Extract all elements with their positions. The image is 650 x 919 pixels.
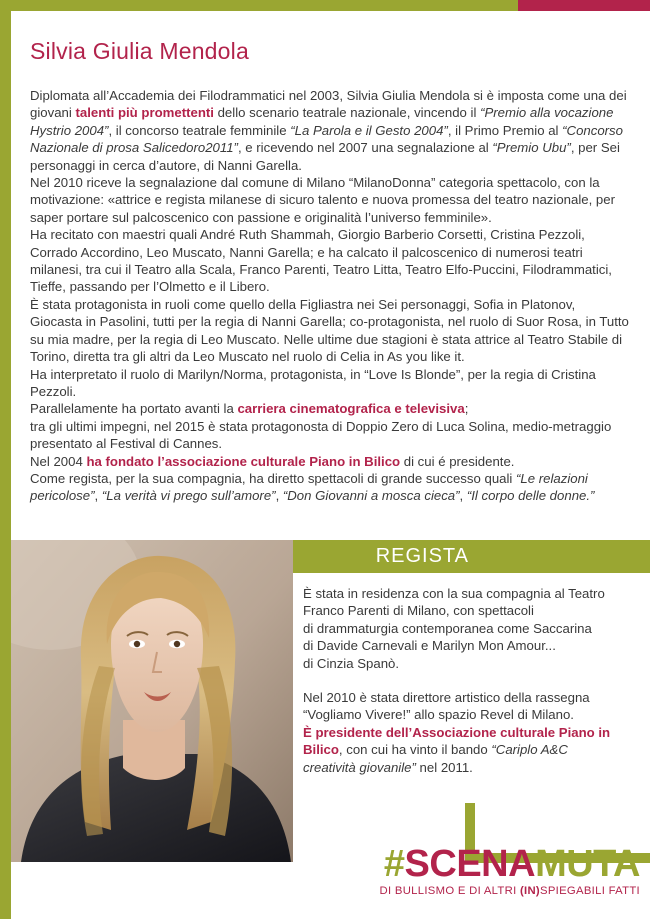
regista-paragraph-2: Nel 2010 è stata direttore artistico della rassegna “Vogliamo Vivere!” allo spazio Revel di Milano. È presidente dell’Associazione culturale Piano in Bilico, con cui ha vinto il bando “Cariplo A&C creatività giovanile” nel 2011.	[303, 690, 611, 775]
logo-tagline	[330, 885, 640, 897]
regista-banner	[293, 540, 650, 573]
bio-paragraph-4: È stata protagonista in ruoli come quello della Figliastra nei Sei personaggi, Sofia in Platonov, Giocasta in Pasolini, tutti per la regia di Nanni Garella; co-protagonista, nel ruolo di Suor Rosa, in Tutto su mia madre, per la regia di Leo Muscato. Nelle ultime due stagioni è stata attrice al Teatro Stabile di Torino, diretta tra gli altri da Leo Muscato nel ruolo di Celia in As you like it.	[30, 296, 629, 365]
bio-paragraph-5: Ha interpretato il ruolo di Marilyn/Norma, protagonista, in “Love Is Blonde”, per la regia di Cristina Pezzoli.	[30, 366, 596, 399]
logo-tagline-b: SPIEGABILI FATTI	[539, 885, 640, 897]
portrait-photo	[11, 540, 293, 862]
regista-paragraph-1: È stata in residenza con la sua compagnia al Teatro Franco Parenti di Milano, con spettacoli di drammaturgia contemporanea come Saccarina di Davide Carnevali e Marilyn Mon Amour... di Cinzia Spanò.	[303, 586, 605, 671]
main-content	[30, 38, 630, 505]
highlight-carriera: carriera cinematografica e televisiva	[237, 401, 465, 417]
biography-text	[30, 87, 630, 505]
top-crimson-bar	[518, 0, 650, 11]
bio-paragraph-8: Come regista, per la sua compagnia, ha diretto spettacoli di grande successo quali “Le relazioni pericolose”, “La verità vi prego sull’amore”, “Don Giovanni a mosca cieca”, “Il corpo delle donne.”	[30, 470, 595, 504]
logo-hash: #	[383, 843, 405, 885]
page-title: Silvia Giulia Mendola	[30, 38, 249, 64]
highlight-fondato: ha fondato l’associazione culturale Piano in Bilico	[86, 453, 401, 469]
logo-tagline-in: (IN)	[519, 885, 540, 897]
regista-text	[303, 585, 633, 776]
portrait-illustration	[11, 540, 293, 862]
regista-label: REGISTA	[375, 545, 469, 567]
logo-tagline-a: DI BULLISMO E DI ALTRI	[379, 885, 520, 897]
left-olive-strip	[0, 11, 11, 919]
logo-wordmark	[330, 845, 640, 883]
logo-muta: MUTA	[535, 843, 640, 885]
bio-paragraph-7: Nel 2004 ha fondato l’associazione culturale Piano in Bilico di cui é presidente.	[30, 453, 515, 469]
bio-paragraph-6: Parallelamente ha portato avanti la carriera cinematografica e televisiva; tra gli ultimi impegni, nel 2015 è stata protagonosta di Doppio Zero di Luca Solina, medio-metraggio presentato al Festival di Cannes.	[30, 401, 612, 452]
bio-paragraph-3: Ha recitato con maestri quali André Ruth Shammah, Giorgio Barberio Corsetti, Cristina Pezzoli, Corrado Accordino, Leo Muscato, Nanni Garella; e ha calcato il palcoscenico di numerosi teatri milanesi, tra cui il Teatro alla Scala, Franco Parenti, Teatro Litta, Teatro Elfo-Puccini, Filodrammatici, Tieffe, passando per l’Olmetto e il Libero.	[30, 227, 612, 295]
highlight-talenti: talenti più promettenti	[75, 105, 214, 121]
paragraph-spacer	[303, 672, 633, 689]
highlight-presidente: È presidente dell’Associazione culturale Piano in Bilico	[303, 724, 611, 758]
scenamuta-logo	[330, 845, 640, 897]
bio-paragraph-2: Nel 2010 riceve la segnalazione dal comune di Milano “MilanoDonna” categoria spettacolo, con la motivazione: «attrice e regista milanese di sicuro talento e nuova promessa del teatro nazionale, per saper portare sul palcoscenico con passione e originalità l’universo femminile».	[30, 175, 615, 225]
bio-paragraph-1: Diplomata all’Accademia dei Filodrammatici nel 2003, Silvia Giulia Mendola si è imposta come una dei giovani talenti più promettenti dello scenario teatrale nazionale, vincendo il “Premio alla vocazione Hystrio 2004”, il concorso teatrale femminile “La Parola e il Gesto 2004”, il Primo Premio al “Concorso Nazionale di prosa Salicedoro2011”, e ricevendo nel 2007 una segnalazione al “Premio Ubu”, per Sei personaggi in cerca d’autore, di Nanni Garella.	[30, 88, 627, 173]
logo-scena: SCENA	[404, 843, 536, 885]
